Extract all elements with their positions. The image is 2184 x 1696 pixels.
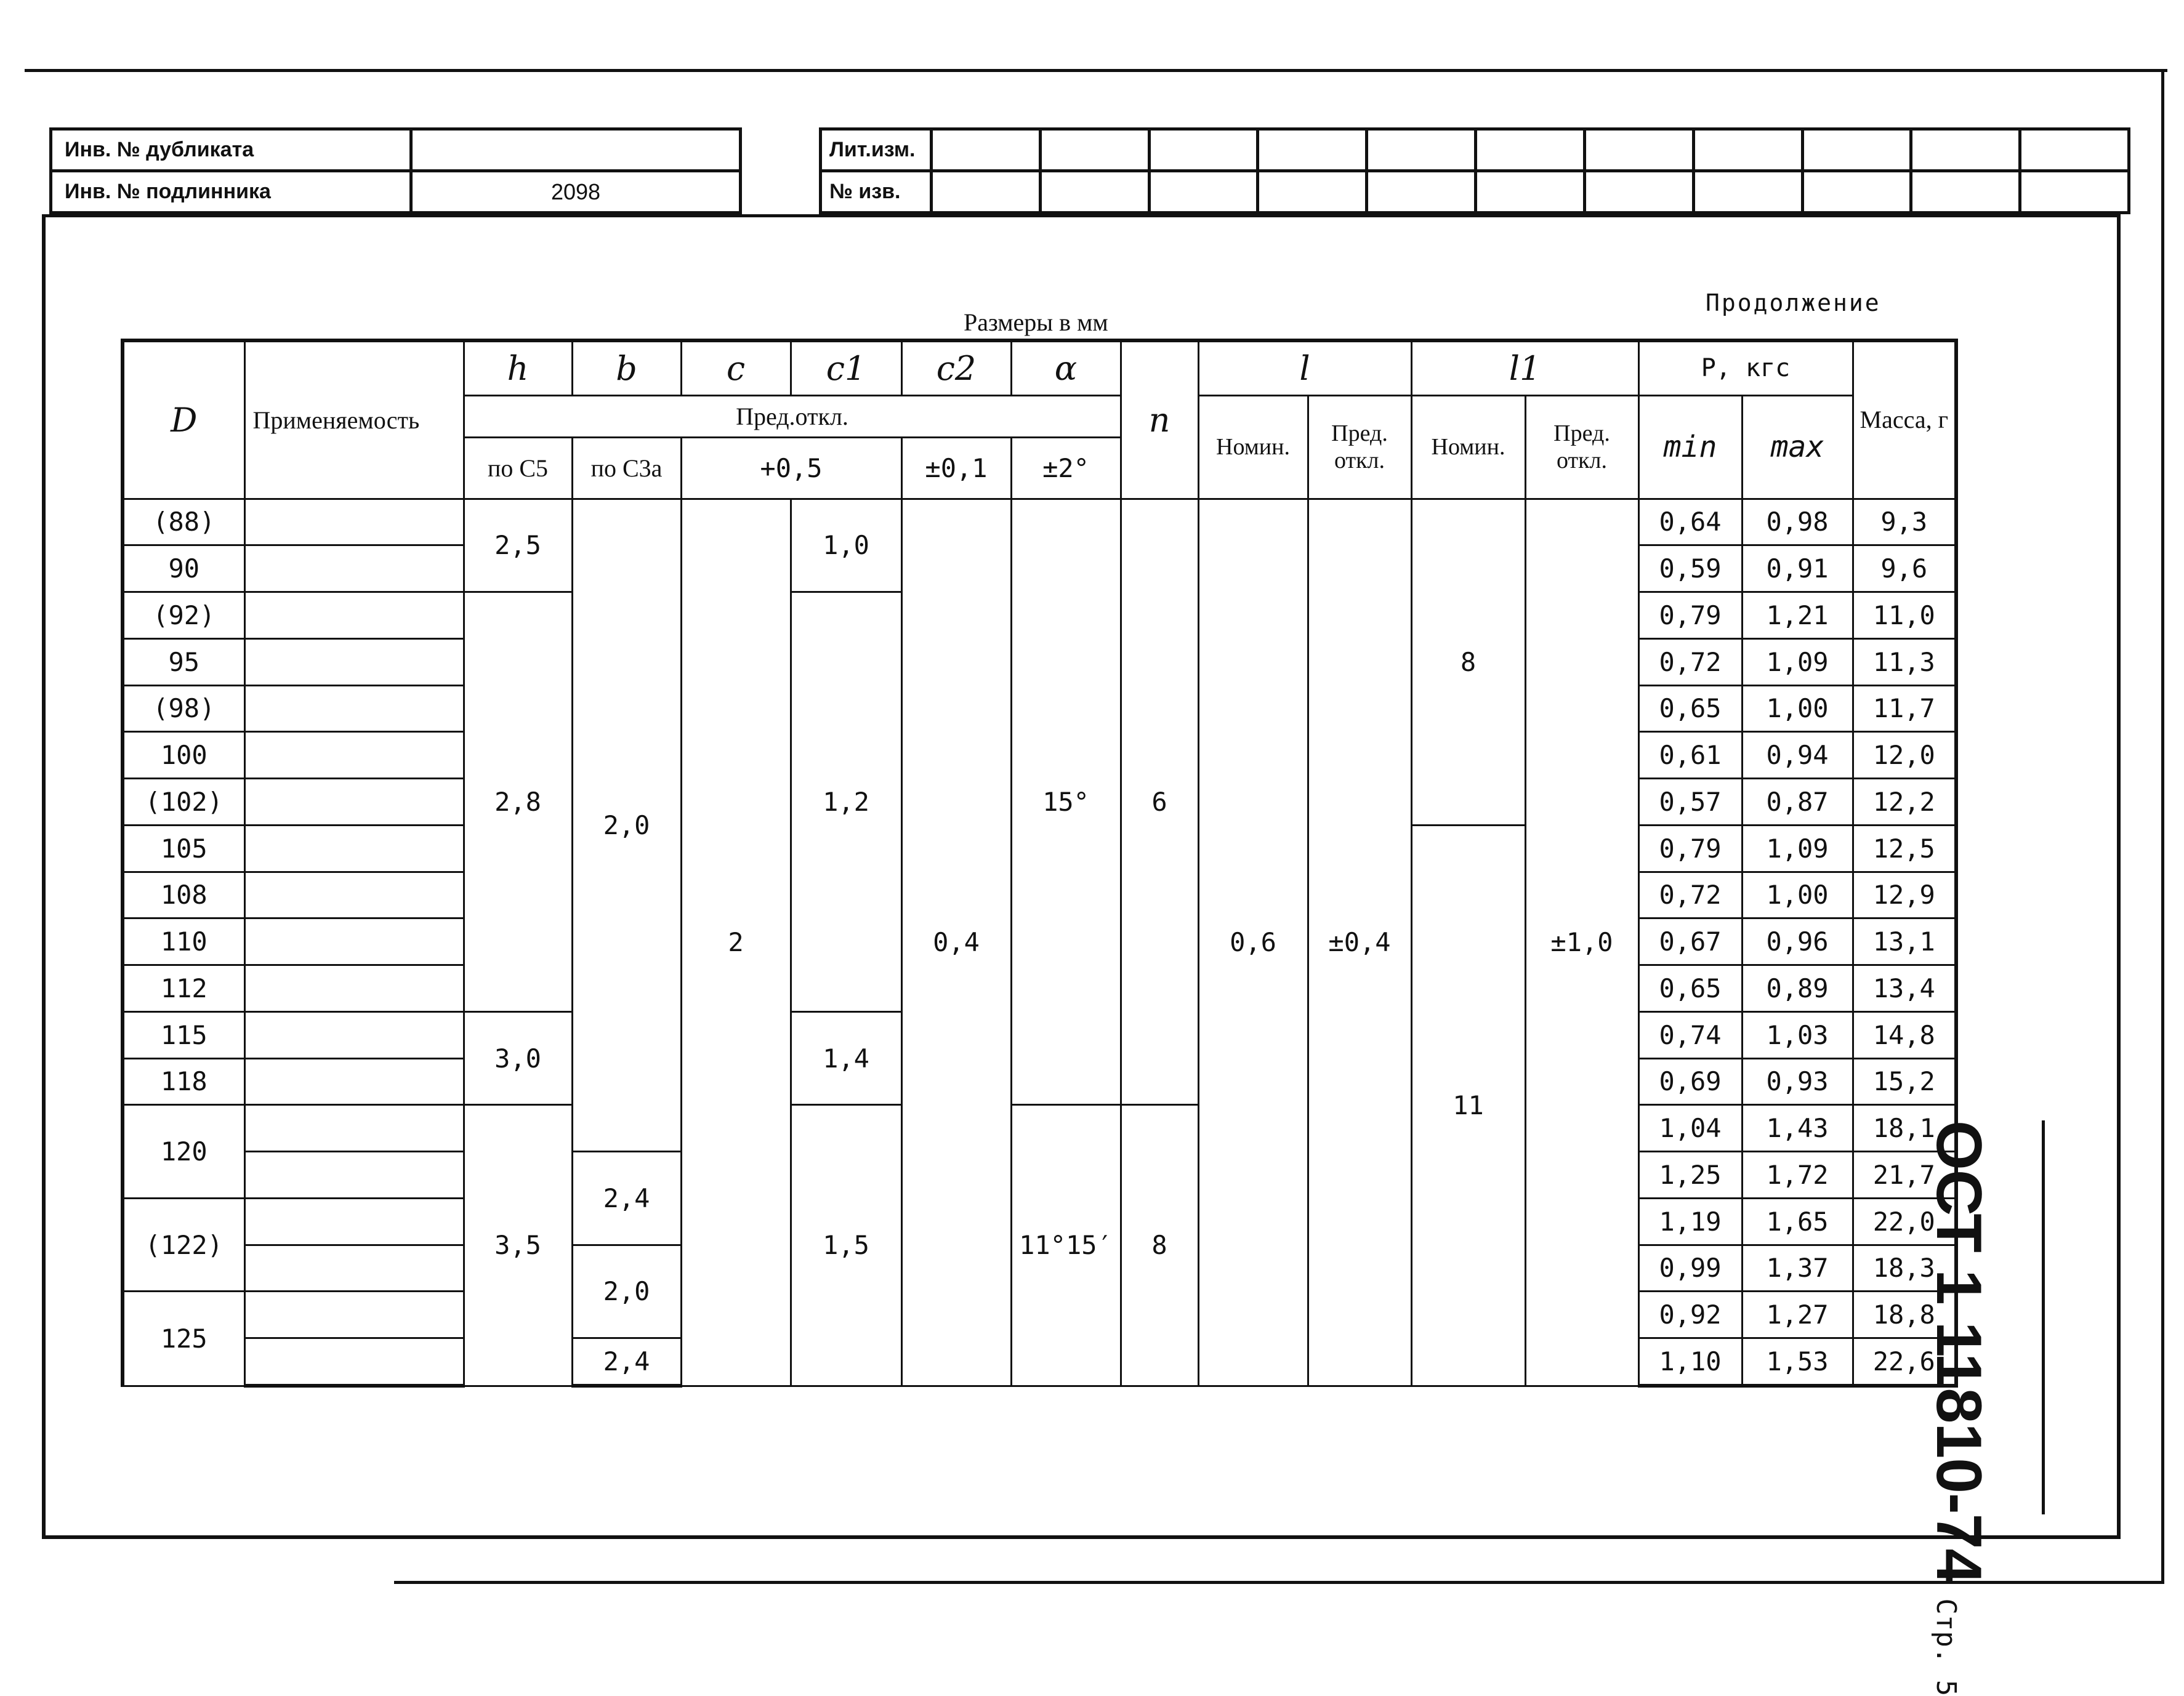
cell-max: 1,00 (1742, 872, 1853, 918)
cell-h: 3,5 (464, 1105, 572, 1386)
cell-b: 2,4 (572, 1152, 681, 1245)
frame-right (2117, 215, 2121, 1539)
cell-min: 0,72 (1638, 638, 1742, 685)
cell-mass: 11,7 (1853, 685, 1956, 732)
cell-mass: 22,0 (1853, 1198, 1956, 1245)
cell-b: 2,4 (572, 1338, 681, 1386)
orig-label: Инв. № подлинника (51, 171, 411, 213)
cell-D: 118 (123, 1058, 244, 1105)
cell-applicability (244, 918, 464, 965)
cell-D: 115 (123, 1011, 244, 1058)
col-max-header: max (1742, 395, 1853, 499)
cell-b: 2,0 (572, 499, 681, 1152)
cell-mass: 14,8 (1853, 1011, 1956, 1058)
cell-applicability (244, 1058, 464, 1105)
cell-max: 0,96 (1742, 918, 1853, 965)
cell-applicability (244, 965, 464, 1012)
cell-max: 1,03 (1742, 1011, 1853, 1058)
cell-max: 1,53 (1742, 1338, 1853, 1386)
cell-min: 0,79 (1638, 592, 1742, 639)
col-l1-pred-header: Пред. откл. (1525, 395, 1638, 499)
cell-D: 110 (123, 918, 244, 965)
cell-D: 112 (123, 965, 244, 1012)
cell-D: 95 (123, 638, 244, 685)
cell-applicability (244, 1245, 464, 1292)
cell-mass: 15,2 (1853, 1058, 1956, 1105)
cell-min: 0,74 (1638, 1011, 1742, 1058)
col-c-header: c (681, 340, 791, 395)
tol-c: +0,5 (681, 437, 901, 499)
cell-D: (88) (123, 499, 244, 545)
col-mass-header: Масса, г (1853, 340, 1956, 499)
cell-D: (98) (123, 685, 244, 732)
cell-max: 0,94 (1742, 732, 1853, 779)
cell-min: 0,69 (1638, 1058, 1742, 1105)
col-l1-header: l1 (1411, 340, 1638, 395)
cell-c1: 1,0 (791, 499, 901, 592)
continuation-label: Продолжение (1706, 289, 1881, 316)
cell-c1: 1,2 (791, 592, 901, 1012)
cell-D: (92) (123, 592, 244, 639)
cell-min: 0,59 (1638, 545, 1742, 592)
col-c1-header: c1 (791, 340, 901, 395)
cell-h: 3,0 (464, 1011, 572, 1105)
col-l1-nom-header: Номин. (1411, 395, 1525, 499)
cell-D: 125 (123, 1292, 244, 1386)
tol-alpha: ±2° (1011, 437, 1121, 499)
cell-max: 0,93 (1742, 1058, 1853, 1105)
cell-n: 8 (1121, 1105, 1198, 1386)
document-code-block (1909, 1120, 1995, 1696)
cell-mass: 18,1 (1853, 1105, 1956, 1152)
cell-c: 2 (681, 499, 791, 1386)
cell-mass: 11,3 (1853, 638, 1956, 685)
cell-mass: 21,7 (1853, 1152, 1956, 1199)
cell-min: 0,67 (1638, 918, 1742, 965)
tol-b: по C3a (572, 437, 681, 499)
izv-label: № изв. (821, 171, 932, 213)
cell-applicability (244, 499, 464, 545)
cell-l1-nom: 8 (1411, 499, 1525, 825)
cell-l1-pred: ±1,0 (1525, 499, 1638, 1386)
cell-max: 1,09 (1742, 638, 1853, 685)
cell-max: 1,43 (1742, 1105, 1853, 1152)
cell-c2: 0,4 (901, 499, 1011, 1386)
dup-label: Инв. № дубликата (51, 129, 411, 171)
cell-applicability (244, 779, 464, 826)
cell-min: 0,99 (1638, 1245, 1742, 1292)
cell-applicability (244, 825, 464, 872)
frame-bottom (42, 1535, 2121, 1539)
cell-min: 1,19 (1638, 1198, 1742, 1245)
cell-max: 0,89 (1742, 965, 1853, 1012)
cell-D: (122) (123, 1198, 244, 1292)
cell-applicability (244, 592, 464, 639)
cell-applicability (244, 732, 464, 779)
cell-applicability (244, 1292, 464, 1338)
cell-mass: 11,0 (1853, 592, 1956, 639)
units-label: Размеры в мм (964, 308, 1108, 336)
cell-max: 1,00 (1742, 685, 1853, 732)
orig-value: 2098 (411, 171, 741, 213)
col-P-header: P, кгс (1638, 340, 1853, 395)
cell-applicability (244, 1152, 464, 1199)
lit-label: Лит.изм. (821, 129, 932, 171)
cell-min: 0,57 (1638, 779, 1742, 826)
cell-min: 1,25 (1638, 1152, 1742, 1199)
cell-min: 0,65 (1638, 685, 1742, 732)
dup-value (411, 129, 741, 171)
dimensions-table (121, 339, 1958, 1388)
cell-mass: 9,6 (1853, 545, 1956, 592)
cell-alpha: 15° (1011, 499, 1121, 1105)
tol-h: по C5 (464, 437, 572, 499)
cell-mass: 12,0 (1853, 732, 1956, 779)
cell-min: 0,79 (1638, 825, 1742, 872)
cell-c1: 1,4 (791, 1011, 901, 1105)
col-min-header: min (1638, 395, 1742, 499)
cell-applicability (244, 1338, 464, 1386)
cell-D: (102) (123, 779, 244, 826)
col-alpha-header: α (1011, 340, 1121, 395)
change-stamp (819, 127, 2130, 214)
cell-D: 105 (123, 825, 244, 872)
cell-max: 0,87 (1742, 779, 1853, 826)
document-code-rule (2042, 1120, 2045, 1514)
cell-n: 6 (1121, 499, 1198, 1105)
frame-bottom-outer (394, 1581, 2164, 1584)
cell-applicability (244, 685, 464, 732)
cell-min: 0,65 (1638, 965, 1742, 1012)
cell-max: 1,72 (1742, 1152, 1853, 1199)
inventory-stamp (49, 127, 742, 214)
cell-D: 108 (123, 872, 244, 918)
col-D-header: D (123, 340, 244, 499)
cell-mass: 12,5 (1853, 825, 1956, 872)
stamp-bottom-rule (42, 214, 2121, 217)
cell-max: 1,65 (1742, 1198, 1853, 1245)
cell-min: 0,61 (1638, 732, 1742, 779)
cell-max: 1,37 (1742, 1245, 1853, 1292)
cell-min: 1,04 (1638, 1105, 1742, 1152)
cell-mass: 18,3 (1853, 1245, 1956, 1292)
cell-applicability (244, 872, 464, 918)
cell-max: 1,27 (1742, 1292, 1853, 1338)
cell-max: 0,98 (1742, 499, 1853, 545)
cell-mass: 12,2 (1853, 779, 1956, 826)
cell-D: 90 (123, 545, 244, 592)
cell-l1-nom: 11 (1411, 825, 1525, 1386)
document-code: ОСТ 1 11810-74 (1923, 1120, 1994, 1584)
cell-min: 0,64 (1638, 499, 1742, 545)
col-b-header: b (572, 340, 681, 395)
cell-D: 120 (123, 1105, 244, 1199)
tolerance-group-header: Пред.откл. (464, 395, 1121, 437)
col-l-nom-header: Номин. (1198, 395, 1308, 499)
cell-mass: 13,4 (1853, 965, 1956, 1012)
page-number: Стр. 5 (1930, 1598, 1962, 1696)
cell-l-nom: 0,6 (1198, 499, 1308, 1386)
cell-max: 0,91 (1742, 545, 1853, 592)
cell-min: 0,92 (1638, 1292, 1742, 1338)
cell-max: 1,21 (1742, 592, 1853, 639)
cell-mass: 18,8 (1853, 1292, 1956, 1338)
frame-left (42, 215, 46, 1539)
cell-applicability (244, 1198, 464, 1245)
cell-max: 1,09 (1742, 825, 1853, 872)
cell-h: 2,5 (464, 499, 572, 592)
tol-c2: ±0,1 (901, 437, 1011, 499)
col-applicability-header: Применяемость (244, 340, 464, 499)
cell-mass: 13,1 (1853, 918, 1956, 965)
cell-applicability (244, 1011, 464, 1058)
cell-b: 2,0 (572, 1245, 681, 1338)
col-c2-header: c2 (901, 340, 1011, 395)
cell-D: 100 (123, 732, 244, 779)
cell-applicability (244, 545, 464, 592)
cell-mass: 12,9 (1853, 872, 1956, 918)
col-n-header: n (1121, 340, 1198, 499)
col-l-header: l (1198, 340, 1411, 395)
cell-mass: 9,3 (1853, 499, 1956, 545)
cell-applicability (244, 1105, 464, 1152)
cell-applicability (244, 638, 464, 685)
cell-alpha: 11°15′ (1011, 1105, 1121, 1386)
cell-min: 0,72 (1638, 872, 1742, 918)
cell-h: 2,8 (464, 592, 572, 1012)
frame-right-outer (2161, 69, 2164, 1583)
col-l-pred-header: Пред. откл. (1308, 395, 1411, 499)
cell-mass: 22,6 (1853, 1338, 1956, 1386)
top-rule (25, 69, 2167, 72)
cell-l-pred: ±0,4 (1308, 499, 1411, 1386)
cell-c1: 1,5 (791, 1105, 901, 1386)
cell-min: 1,10 (1638, 1338, 1742, 1386)
col-h-header: h (464, 340, 572, 395)
